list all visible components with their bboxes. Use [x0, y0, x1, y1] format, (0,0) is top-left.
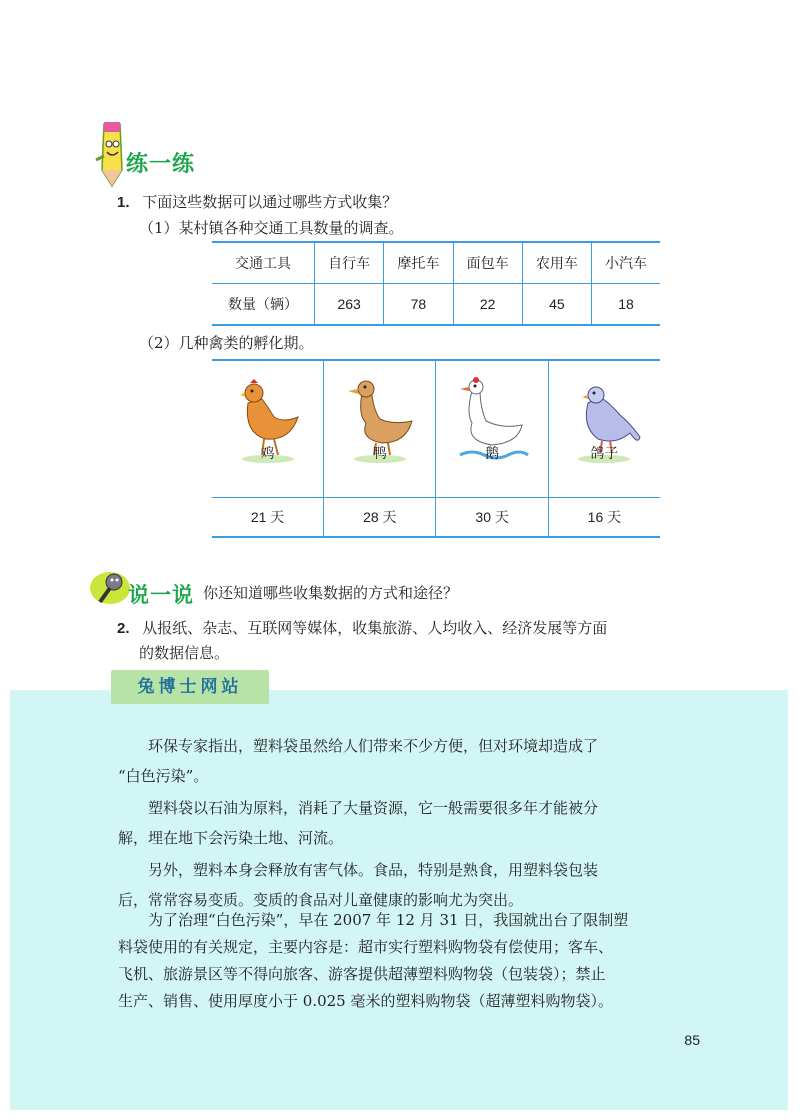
bird-incubation-days: 28 天	[324, 498, 436, 538]
bird-name: 鸽子	[590, 446, 619, 462]
vehicle-count: 263	[315, 284, 384, 326]
bird-cell	[436, 360, 548, 498]
bird-cell	[212, 360, 324, 498]
website-paragraph	[118, 793, 700, 853]
microphone-mascot-icon	[88, 568, 132, 608]
question-2-line1: 从报纸、杂志、互联网等媒体，收集旅游、人均收入、经济发展等方面	[142, 619, 608, 637]
question-2-line2: 的数据信息。	[139, 644, 230, 662]
vehicle-count: 45	[522, 284, 591, 326]
vehicle-name: 面包车	[453, 242, 522, 284]
bird-incubation-table	[212, 359, 660, 538]
vehicle-count: 78	[384, 284, 453, 326]
question-1-sub2: （2）几种禽类的孵化期。	[139, 334, 314, 352]
vehicle-name: 农用车	[522, 242, 591, 284]
bird-name: 鸭	[372, 446, 387, 462]
paragraph-line: 解，埋在地下会污染土地、河流。	[118, 829, 344, 847]
question-1-number: 1.	[117, 194, 130, 211]
paragraph-line: 生产、销售、使用厚度小于 0.025 毫米的塑料购物袋（超薄塑料购物袋）。	[118, 992, 613, 1010]
vehicle-count: 22	[453, 284, 522, 326]
vehicle-name: 摩托车	[384, 242, 453, 284]
website-paragraph	[118, 855, 700, 915]
vehicle-name: 小汽车	[592, 242, 661, 284]
bird-cell	[548, 360, 660, 498]
paragraph-line: 飞机、旅游景区等不得向旅客、游客提供超薄塑料购物袋（包装袋）；禁止	[118, 965, 606, 983]
paragraph-line: “白色污染”。	[118, 767, 209, 785]
bird-incubation-days: 30 天	[436, 498, 548, 538]
vehicle-count-table	[212, 241, 660, 326]
paragraph-line: 后，常常容易变质。变质的食品对儿童健康的影响尤为突出。	[118, 891, 524, 909]
bird-name: 鹅	[485, 446, 500, 462]
discuss-title: 说一说	[128, 583, 194, 607]
website-paragraph	[118, 907, 700, 1015]
page-number: 85	[684, 1032, 700, 1048]
discuss-question: 你还知道哪些收集数据的方式和途径？	[203, 584, 459, 602]
question-1-text: 下面这些数据可以通过哪些方式收集？	[142, 193, 398, 211]
bird-incubation-days: 16 天	[548, 498, 660, 538]
vehicle-header-label: 交通工具	[212, 242, 315, 284]
question-2-number: 2.	[117, 620, 130, 637]
website-title: 兔博士网站	[111, 670, 269, 704]
practice-title: 练一练	[126, 152, 196, 177]
website-paragraph	[118, 731, 700, 791]
paragraph-line: 为了治理“白色污染”，早在 2007 年 12 月 31 日，我国就出台了限制塑	[118, 911, 629, 929]
vehicle-count: 18	[592, 284, 661, 326]
vehicle-name: 自行车	[315, 242, 384, 284]
bird-cell	[324, 360, 436, 498]
paragraph-line: 料袋使用的有关规定，主要内容是：超市实行塑料购物袋有偿使用；客车、	[118, 938, 614, 956]
paragraph-line: 另外，塑料本身会释放有害气体。食品，特别是熟食，用塑料袋包装	[118, 861, 599, 879]
bird-incubation-days: 21 天	[212, 498, 324, 538]
paragraph-line: 塑料袋以石油为原料，消耗了大量资源，它一般需要很多年才能被分	[118, 799, 599, 817]
paragraph-line: 环保专家指出，塑料袋虽然给人们带来不少方便，但对环境却造成了	[118, 737, 599, 755]
vehicle-row-label: 数量（辆）	[212, 284, 315, 326]
bird-name: 鸡	[260, 446, 275, 462]
question-1-sub1: （1）某村镇各种交通工具数量的调查。	[139, 219, 404, 237]
